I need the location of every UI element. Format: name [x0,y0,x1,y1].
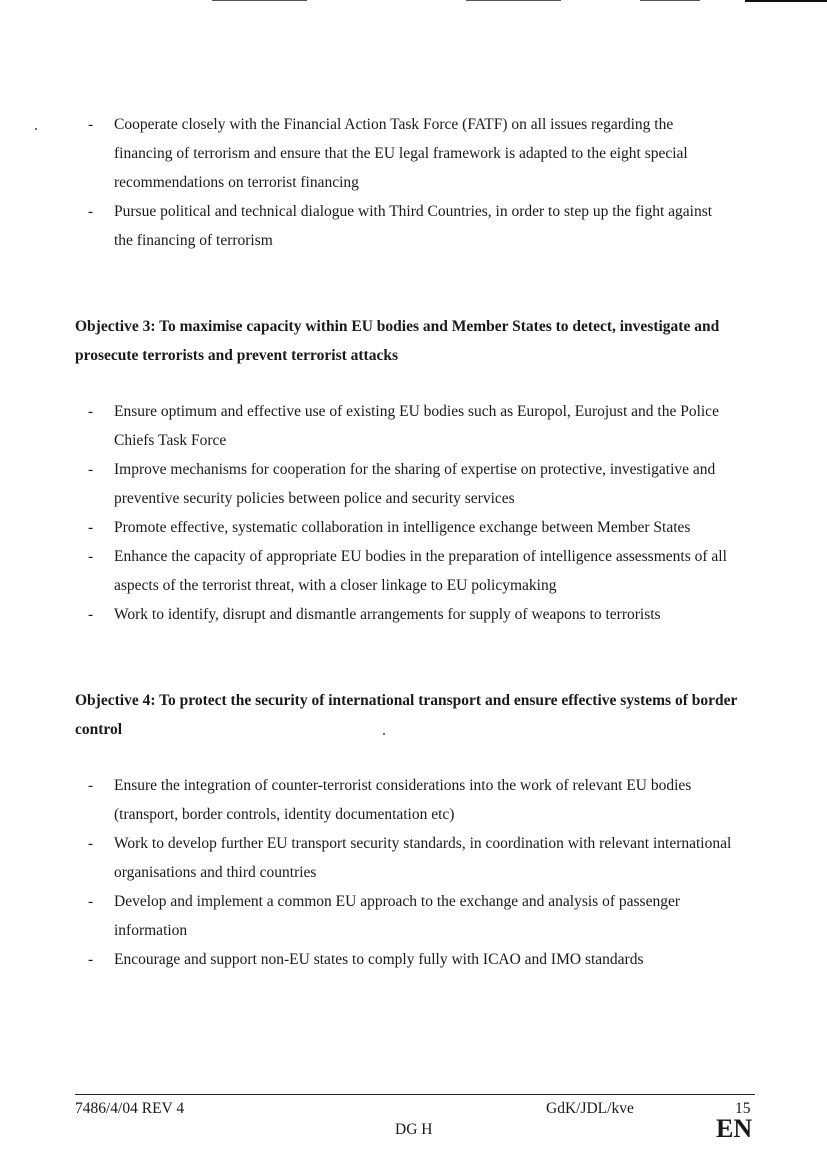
list-item [0,455,734,513]
list-item-text: Pursue political and technical dialogue with Third Countries, in order to step up the fight against the financing of terrorism [114,203,713,249]
list-item [0,197,734,255]
footer-language: EN [716,1114,753,1143]
scan-artifact-line [466,0,561,1]
list-item [0,945,734,974]
scan-artifact-line [745,0,827,2]
bullet-dash: - [88,548,94,565]
footer-doc-ref: 7486/4/04 REV 4 [75,1100,185,1117]
list-item [0,542,734,600]
bullet-dash: - [88,777,94,794]
objective-4-heading: Objective 4: To protect the security of international transport and ensure effective systems of border control [75,692,738,738]
bullet-dash: - [88,461,94,478]
bullet-dash: - [88,116,94,133]
list-item [0,887,734,945]
list-item-text: Ensure the integration of counter-terrorist considerations into the work of relevant EU bodies (transport, border controls, identity documentation etc) [114,777,692,823]
footer-initials: GdK/JDL/kve [546,1100,634,1117]
list-item-text: Work to identify, disrupt and dismantle arrangements for supply of weapons to terrorists [114,606,661,623]
bullet-dash: - [88,203,94,220]
bullet-list-objective-3 [0,397,734,629]
objective-3-heading: Objective 3: To maximise capacity within EU bodies and Member States to detect, investigate and prosecute terrorists and prevent terrorist attacks [75,318,720,364]
scan-artifact-line [212,0,307,1]
list-item-text: Encourage and support non-EU states to comply fully with ICAO and IMO standards [114,951,644,968]
scan-artifact-line [640,0,700,1]
bullet-dash: - [88,835,94,852]
list-item-text: Improve mechanisms for cooperation for the sharing of expertise on protective, investigative and preventive security policies between police and security services [114,461,716,507]
list-item [0,513,734,542]
list-item [0,110,734,197]
list-item [0,829,734,887]
footer-rule [75,1094,755,1095]
list-item-text: Ensure optimum and effective use of existing EU bodies such as Europol, Eurojust and the Police Chiefs Task Force [114,403,719,449]
list-item-text: Work to develop further EU transport security standards, in coordination with relevant international organisations and third countries [114,835,732,881]
list-item-text: Cooperate closely with the Financial Action Task Force (FATF) on all issues regarding the financing of terrorism and ensure that the EU legal framework is adapted to the eight special recommendations on terrorist financing [114,116,688,191]
bullet-dash: - [88,606,94,623]
footer-page-number: 15 [735,1100,751,1117]
list-item-text: Enhance the capacity of appropriate EU bodies in the preparation of intelligence assessments of all aspects of the terrorist threat, with a closer linkage to EU policymaking [114,548,727,594]
list-item [0,397,734,455]
bullet-list-objective-4 [0,771,734,974]
footer-department: DG H [395,1121,433,1138]
bullet-dash: - [88,519,94,536]
bullet-dash: - [88,893,94,910]
list-item [0,600,734,629]
bullet-list-financing [0,110,734,255]
list-item-text: Promote effective, systematic collaboration in intelligence exchange between Member States [114,519,691,536]
list-item [0,771,734,829]
bullet-dash: - [88,403,94,420]
bullet-dash: - [88,951,94,968]
list-item-text: Develop and implement a common EU approach to the exchange and analysis of passenger information [114,893,680,939]
